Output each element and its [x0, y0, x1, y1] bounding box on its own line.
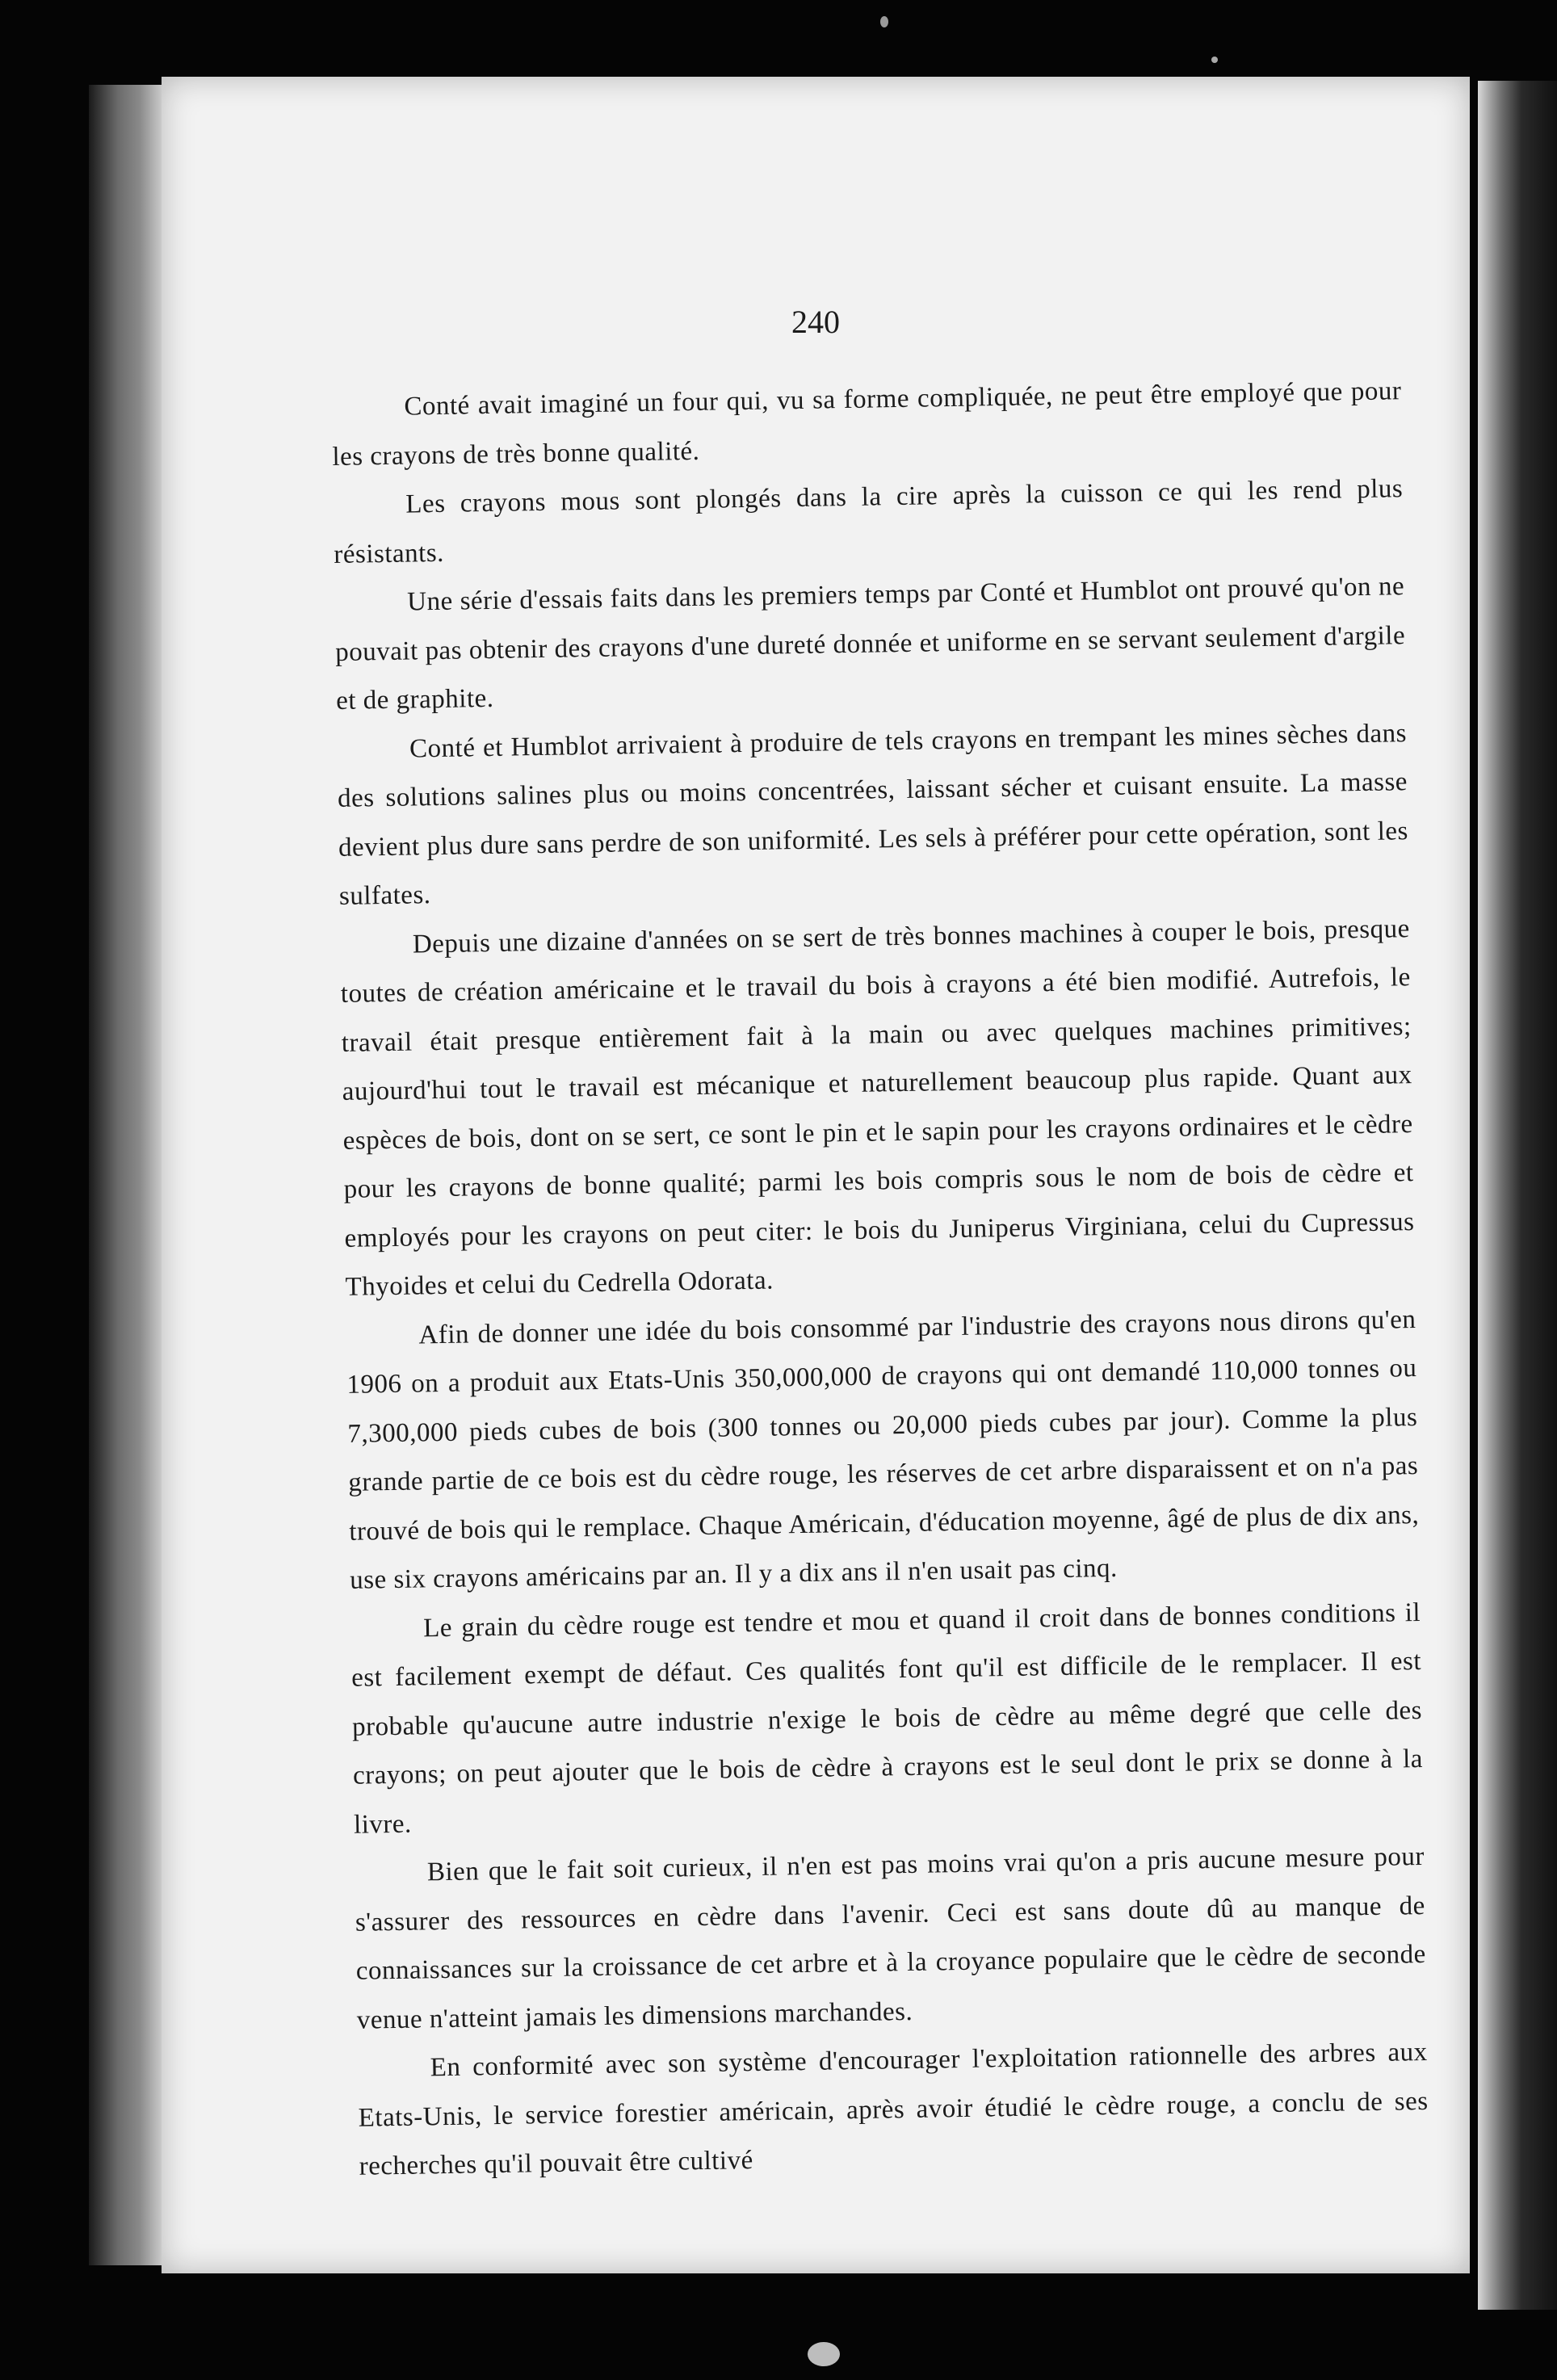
paragraph: Conté avait imaginé un four qui, vu sa forme compliquée, ne peut être employé que pour les crayons de très bonne qualité.	[332, 376, 1402, 472]
paragraph: Une série d'essais faits dans les premiers temps par Conté et Humblot ont prouvé qu'on ne pouvait pas obtenir des crayons d'une dureté donnée et uniforme en se servant seulement d'argile et de graphite.	[334, 572, 1406, 716]
film-edge-right	[1478, 81, 1557, 2310]
paragraph: Conté et Humblot arrivaient à produire de tels crayons en trempant les mines sèches dans des solutions salines plus ou moins concentrées, laissant sécher et cuisant ensuite. La masse devient plus dure sans perdre de son uniformité. Les sels à préférer pour cette opération, sont les sulfates.	[337, 718, 1409, 911]
paragraph: Afin de donner une idée du bois consommé par l'industrie des crayons nous dirons qu'en 1906 on a produit aux Etats-Unis 350,000,000 de crayons qui ont demandé 110,000 tonnes ou 7,300,000 pieds cubes de bois (300 tonnes ou 20,000 pieds cubes par jour). Comme la plus grande partie de ce bois est du cèdre rouge, les réserves de cet arbre disparaissent et on n'a pas trouvé de bois qui le remplace. Chaque Américain, d'éducation moyenne, âgé de plus de dix ans, use six crayons américains par an. Il y a dix ans il n'en usait pas cinq.	[346, 1304, 1420, 1595]
dust-speck	[1211, 57, 1218, 63]
body-text	[331, 367, 1429, 2191]
film-edge-left	[89, 85, 162, 2265]
paragraph: Depuis une dizaine d'années on se sert de très bonnes machines à couper le bois, presque toutes de création américaine et le travail du bois à crayons a été bien modifié. Autrefois, le travail était presque entièrement fait à la main ou avec quelques machines primitives; aujourd'hui tout le travail est mécanique et naturellement beaucoup plus rapide. Quant aux espèces de bois, dont on se sert, ce sont le pin et le sapin pour les crayons ordinaires et le cèdre pour les crayons de bonne qualité; parmi les bois compris sous le nom de bois de cèdre et employés pour les crayons on peut citer: le bois du Juniperus Virginiana, celui du Cupressus Thyoides et celui du Cedrella Odorata.	[340, 913, 1415, 1302]
dust-speck	[808, 2342, 840, 2366]
dust-speck	[880, 16, 888, 27]
paragraph: En conformité avec son système d'encourager l'exploitation rationnelle des arbres aux Etats-Unis, le service forestier américain, après avoir étudié le cèdre rouge, a conclu de ses recherches qu'il pouvait être cultivé	[358, 2037, 1429, 2181]
paragraph: Le grain du cèdre rouge est tendre et mou et quand il croit dans de bonnes conditions il est facilement exempt de défaut. Ces qualités font qu'il est difficile de le remplacer. Il est probable qu'aucune autre industrie n'exige le bois de cèdre au même degré que celle des crayons; on peut ajouter que le bois de cèdre à crayons est le seul dont le prix se donne à la livre.	[350, 1597, 1424, 1840]
paragraph: Bien que le fait soit curieux, il n'en est pas moins vrai qu'on a pris aucune mesure pour s'assurer des ressources en cèdre dans l'avenir. Ceci est sans doute dû au manque de connaissances sur la croissance de cet arbre et à la croyance populaire que le cèdre de seconde venue n'atteint jamais les dimensions marchandes.	[355, 1841, 1426, 2035]
paragraph: Les crayons mous sont plongés dans la cire après la cuisson ce qui les rend plus résistants.	[334, 474, 1404, 569]
scanned-page	[162, 77, 1470, 2273]
page-number: 240	[791, 304, 840, 340]
